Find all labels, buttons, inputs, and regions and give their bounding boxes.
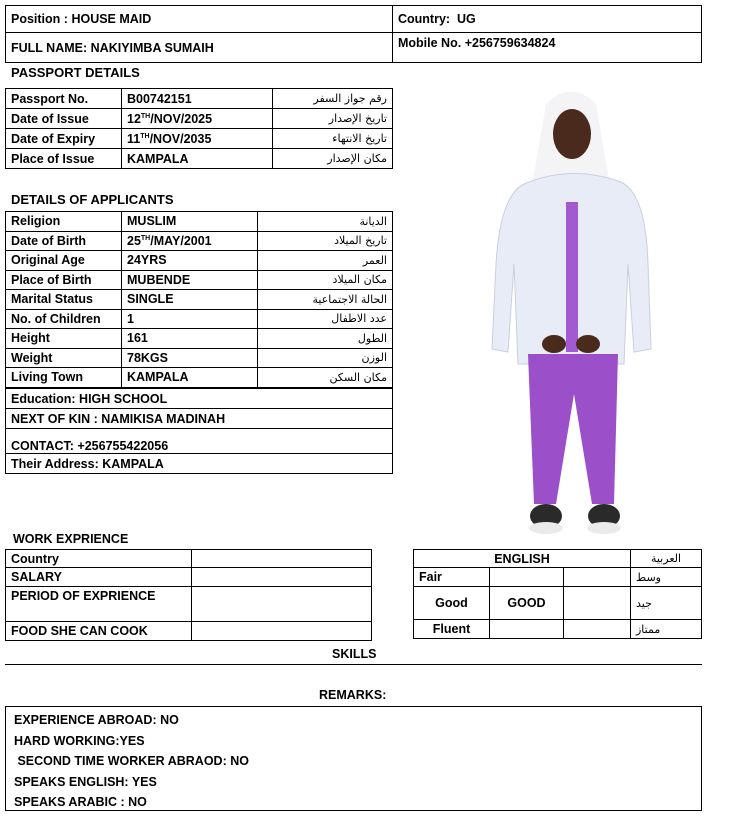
applicant-title: DETAILS OF APPLICANTS — [11, 192, 174, 207]
applicant-arabic-label: الديانة — [258, 212, 393, 232]
applicant-label: Height — [6, 329, 122, 349]
applicant-label: Living Town — [6, 368, 122, 388]
applicant-value-text: MUBENDE — [127, 272, 191, 287]
passport-label: Place of Issue — [6, 149, 122, 169]
applicant-arabic-label: عدد الاطفال — [258, 309, 393, 329]
applicant-arabic-label: مكان السكن — [258, 368, 393, 388]
work-country-label: Country — [6, 550, 192, 568]
work-salary-label: SALARY — [6, 568, 192, 587]
applicant-value — [122, 251, 258, 271]
remark-line: HARD WORKING:YES — [14, 733, 145, 748]
passport-value — [122, 89, 273, 109]
country-value: UG — [457, 12, 476, 26]
arabic-level-fluent: ممتاز — [631, 620, 702, 639]
work-period-value — [192, 587, 372, 622]
work-food-label: FOOD SHE CAN COOK — [6, 622, 192, 641]
applicant-value — [122, 368, 258, 388]
passport-arabic-label: تاريخ الانتهاء — [273, 129, 393, 149]
applicant-value-rest: /MAY/2001 — [150, 233, 212, 248]
passport-value-sup: TH — [140, 132, 150, 140]
header-table — [5, 5, 702, 63]
passport-title: PASSPORT DETAILS — [11, 65, 140, 80]
applicant-figure — [396, 64, 743, 544]
passport-value — [122, 149, 273, 169]
applicant-label: Marital Status — [6, 290, 122, 310]
applicant-photo — [396, 64, 743, 544]
level-fair: Fair — [414, 568, 490, 587]
remark-line: SPEAKS ENGLISH: YES — [14, 774, 157, 789]
passport-row — [6, 109, 393, 129]
contact-cell: CONTACT: +256755422056 — [6, 429, 393, 454]
passport-label: Date of Issue — [6, 109, 122, 129]
fullname-value: NAKIYIMBA SUMAIH — [90, 40, 214, 55]
skills-title: SKILLS — [332, 647, 377, 661]
applicant-row — [6, 309, 393, 329]
passport-value-text: 11 — [127, 131, 141, 146]
work-country-value — [192, 550, 372, 568]
passport-row — [6, 89, 393, 109]
work-title: WORK EXPRIENCE — [13, 532, 129, 546]
work-period-label: PERIOD OF EXPRIENCE — [6, 587, 192, 622]
applicant-arabic-label: العمر — [258, 251, 393, 271]
passport-value — [122, 129, 273, 149]
passport-value-rest: /NOV/2035 — [149, 131, 212, 146]
applicant-row — [6, 368, 393, 388]
applicant-value — [122, 270, 258, 290]
applicant-value-text: SINGLE — [127, 292, 174, 307]
applicant-row — [6, 329, 393, 349]
mobile-label: Mobile No. — [398, 36, 462, 50]
passport-value — [122, 109, 273, 129]
passport-value-rest: /NOV/2025 — [150, 111, 213, 126]
applicant-arabic-label: تاريخ الميلاد — [258, 231, 393, 251]
passport-label: Passport No. — [6, 89, 122, 109]
fullname-label: FULL NAME: — [11, 40, 88, 55]
next-of-kin-cell: NEXT OF KIN : NAMIKISA MADINAH — [6, 409, 393, 429]
passport-value-text: 12 — [127, 111, 141, 126]
applicant-value-text: 1 — [127, 311, 134, 326]
fair-english — [490, 568, 564, 587]
applicant-row — [6, 251, 393, 271]
applicant-value — [122, 309, 258, 329]
work-salary-value — [192, 568, 372, 587]
applicant-row — [6, 212, 393, 232]
country-label: Country: — [398, 12, 451, 26]
applicant-value — [122, 231, 258, 251]
passport-value-sup: TH — [140, 112, 151, 120]
applicant-arabic-label: مكان الميلاد — [258, 270, 393, 290]
applicant-arabic-label: الطول — [258, 329, 393, 349]
language-table — [413, 549, 702, 639]
applicant-row — [6, 231, 393, 251]
position-label: Position : — [11, 12, 68, 26]
remarks-box — [5, 706, 702, 811]
work-table — [5, 549, 372, 641]
applicant-row — [6, 290, 393, 310]
address-cell: Their Address: KAMPALA — [6, 454, 393, 474]
applicant-label: Religion — [6, 212, 122, 232]
level-good: Good — [414, 587, 490, 620]
applicant-arabic-label: الحالة الاجتماعية — [258, 290, 393, 310]
fluent-arabic — [564, 620, 631, 639]
position-cell — [6, 6, 393, 33]
passport-row — [6, 149, 393, 169]
remark-line: SPEAKS ARABIC : NO — [14, 795, 147, 809]
applicant-label: Place of Birth — [6, 270, 122, 290]
applicant-label: No. of Children — [6, 309, 122, 329]
applicant-value-sup: TH — [140, 234, 151, 242]
applicant-label: Original Age — [6, 251, 122, 271]
applicant-row — [6, 348, 393, 368]
english-header: ENGLISH — [414, 550, 631, 568]
remark-line: EXPERIENCE ABROAD: NO — [14, 713, 179, 727]
good-english: GOOD — [490, 587, 564, 620]
arabic-level-fair: وسط — [631, 568, 702, 587]
applicant-label: Weight — [6, 348, 122, 368]
skills-divider — [5, 664, 702, 665]
passport-arabic-label: تاريخ الإصدار — [273, 109, 393, 129]
applicant-value-text: KAMPALA — [127, 370, 189, 385]
applicant-value — [122, 290, 258, 310]
arabic-header: العربية — [631, 550, 702, 568]
arabic-level-good: جيد — [631, 587, 702, 620]
applicant-label: Date of Birth — [6, 231, 122, 251]
fair-arabic — [564, 568, 631, 587]
applicant-table — [5, 211, 393, 388]
applicant-value-text: 78KGS — [127, 350, 168, 365]
fullname-cell — [6, 33, 393, 63]
applicant-value-text: 24YRS — [127, 253, 167, 268]
passport-table — [5, 88, 393, 169]
passport-row — [6, 129, 393, 149]
passport-arabic-label: مكان الإصدار — [273, 149, 393, 169]
work-food-value — [192, 622, 372, 641]
passport-label: Date of Expiry — [6, 129, 122, 149]
fluent-english — [490, 620, 564, 639]
remark-line: SECOND TIME WORKER ABRAOD: NO — [14, 754, 249, 768]
applicant-row — [6, 270, 393, 290]
passport-value-text: KAMPALA — [127, 151, 189, 166]
mobile-value: +256759634824 — [464, 36, 556, 50]
applicant-value — [122, 348, 258, 368]
country-cell — [393, 6, 702, 33]
level-fluent: Fluent — [414, 620, 490, 639]
applicant-extra-table — [5, 388, 393, 474]
applicant-value-text: MUSLIM — [127, 214, 177, 229]
applicant-arabic-label: الوزن — [258, 348, 393, 368]
position-value: HOUSE MAID — [71, 12, 152, 26]
applicant-value — [122, 212, 258, 232]
applicant-value-text: 25 — [127, 233, 141, 248]
applicant-value — [122, 329, 258, 349]
mobile-cell — [393, 33, 702, 63]
applicant-value-text: 161 — [127, 331, 148, 346]
passport-arabic-label: رقم جواز السفر — [273, 89, 393, 109]
education-cell: Education: HIGH SCHOOL — [6, 389, 393, 409]
remarks-title: REMARKS: — [319, 688, 387, 702]
good-arabic — [564, 587, 631, 620]
passport-value-text: B00742151 — [127, 91, 192, 106]
